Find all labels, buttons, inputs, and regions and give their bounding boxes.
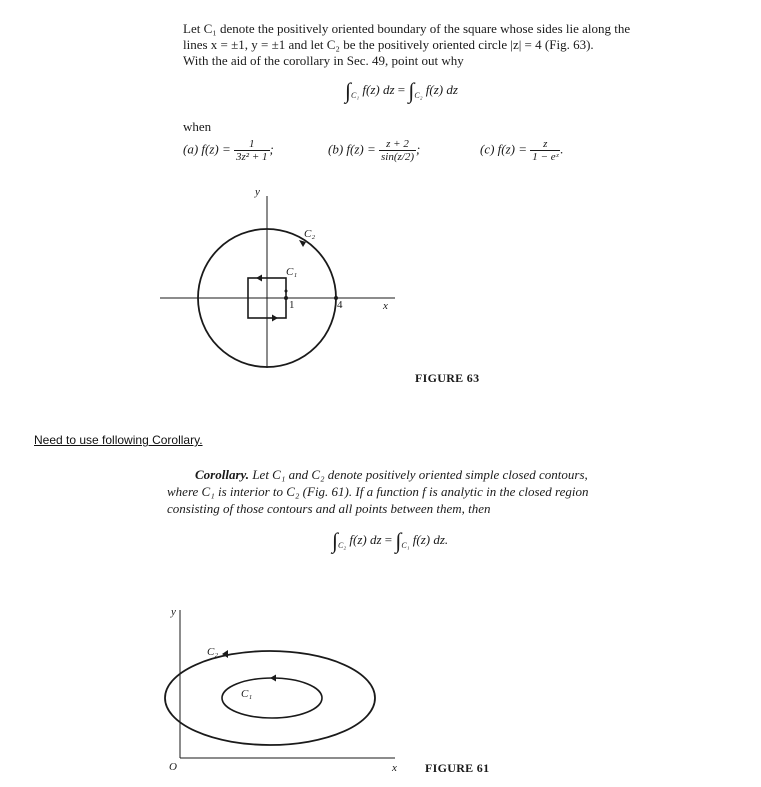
case-a-numerator: 1 <box>234 138 270 151</box>
problem-line-2: lines x = ±1, y = ±1 and let C₂ be the positively oriented circle |z| = 4 (Fig. 63). <box>183 37 594 52</box>
problem-line-3: With the aid of the corollary in Sec. 49, point out why <box>183 53 464 68</box>
corollary-line-2: where C₁ is interior to C₂ (Fig. 61). If a function f is analytic in the closed region <box>167 484 589 499</box>
fig61-ellipse-c1 <box>222 678 322 718</box>
corollary-line-3: consisting of those contours and all points between them, then <box>167 501 491 516</box>
case-c-end: . <box>560 141 564 157</box>
case-c-denominator: 1 − eᶻ <box>532 151 559 163</box>
fig63-c1-label: C₁ <box>286 266 298 278</box>
corollary-subscript-right: C₁ <box>401 540 410 550</box>
integral-sign: ∫ <box>408 78 415 103</box>
case-a-label: (a) f(z) = <box>183 141 231 157</box>
fig61-ellipse-c2 <box>165 651 375 745</box>
case-c-numerator: z <box>530 138 560 151</box>
fig61-y-label: y <box>171 606 176 618</box>
integrand-right: f(z) dz <box>425 81 458 97</box>
corollary-integrand-left: f(z) dz <box>349 531 382 547</box>
fig63-c2-label: C₂ <box>304 228 316 240</box>
integral-sign: ∫ <box>332 528 339 553</box>
fig63-square-arrow-top <box>256 275 262 282</box>
integral-subscript-left: C₁ <box>351 90 360 100</box>
integral-subscript-right: C₂ <box>414 90 423 100</box>
equals-sign: = <box>397 81 406 97</box>
fig61-x-label: x <box>392 762 397 774</box>
fig63-corner-dot <box>285 290 288 293</box>
corollary-integrand-right: f(z) dz. <box>412 531 449 547</box>
fig63-square-arrow-bottom <box>272 315 278 322</box>
fig63-tick-4-label: 4 <box>337 299 343 311</box>
case-b-label: (b) f(z) = <box>328 141 376 157</box>
problem-line-1: Let C₁ denote the positively oriented boundary of the square whose sides lie along the <box>183 21 631 36</box>
corollary-line-1-text: Let C₁ and C₂ denote positively oriented simple closed contours, <box>252 467 588 482</box>
corollary-line-1 <box>195 467 588 483</box>
figure-61 <box>0 590 761 787</box>
fig63-tick-1-label: 1 <box>289 299 295 311</box>
integral-sign: ∫ <box>395 528 402 553</box>
fig63-x-label: x <box>383 300 388 312</box>
corollary-note-link[interactable]: Need to use following Corollary. <box>34 433 203 447</box>
fig61-caption: FIGURE 61 <box>425 761 490 775</box>
fig63-y-label: y <box>255 186 260 198</box>
case-c-label: (c) f(z) = <box>480 141 528 157</box>
fig61-inner-arrow <box>270 675 276 682</box>
when-label: when <box>183 119 212 134</box>
case-a-end: ; <box>269 141 274 157</box>
fig61-origin-label: O <box>169 761 177 773</box>
corollary-subscript-left: C₂ <box>338 540 347 550</box>
corollary-equation <box>332 528 448 554</box>
integral-sign: ∫ <box>345 78 352 103</box>
case-b-denominator: sin(z/2) <box>381 151 415 163</box>
case-b-numerator: z + 2 <box>379 138 416 151</box>
fig61-outer-arrow <box>222 650 228 658</box>
fig63-tick-1-dot <box>284 296 288 300</box>
corollary-heading: Corollary. <box>195 467 250 482</box>
fig61-c1-label: C₁ <box>241 688 253 700</box>
integrand-left: f(z) dz <box>362 81 395 97</box>
corollary-equals: = <box>384 531 393 547</box>
fig61-c2-label: C₂ <box>207 646 219 658</box>
case-a-denominator: 3z² + 1 <box>236 151 268 163</box>
fig63-caption: FIGURE 63 <box>415 371 480 385</box>
case-b-end: ; <box>416 141 421 157</box>
